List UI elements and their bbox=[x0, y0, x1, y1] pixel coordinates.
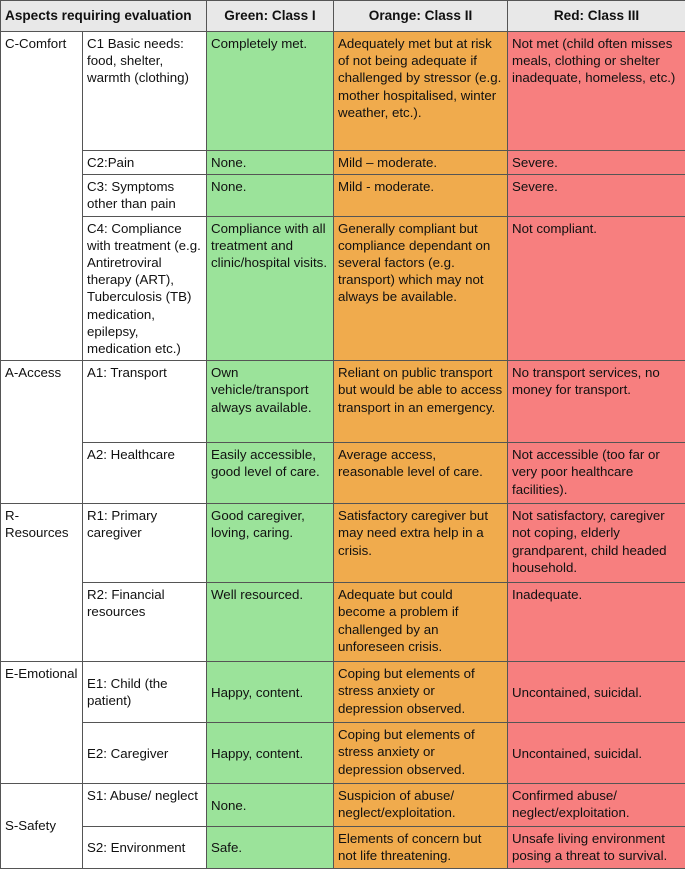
table-row bbox=[1, 827, 685, 868]
orange-cell: Mild – moderate. bbox=[334, 151, 508, 175]
orange-cell: Average access, reasonable level of care. bbox=[334, 443, 508, 504]
orange-cell: Suspicion of abuse/ neglect/exploitation. bbox=[334, 784, 508, 827]
subaspect-s2: S2: Environment bbox=[83, 827, 207, 868]
subaspect-c3: C3: Symptoms other than pain bbox=[83, 175, 207, 216]
red-cell: No transport services, no money for transport. bbox=[508, 361, 685, 443]
red-cell: Confirmed abuse/ neglect/exploitation. bbox=[508, 784, 685, 827]
table-row bbox=[1, 32, 685, 151]
subaspect-e2: E2: Caregiver bbox=[83, 723, 207, 784]
header-green: Green: Class I bbox=[207, 1, 334, 32]
green-cell: Happy, content. bbox=[207, 723, 334, 784]
table-row bbox=[1, 504, 685, 583]
green-cell: None. bbox=[207, 784, 334, 827]
green-cell: Easily accessible, good level of care. bbox=[207, 443, 334, 504]
red-cell: Not satisfactory, caregiver not coping, elderly grandparent, child headed household. bbox=[508, 504, 685, 583]
red-cell: Severe. bbox=[508, 175, 685, 216]
orange-cell: Generally compliant but compliance dependant on several factors (e.g. transport) which may not always be available. bbox=[334, 216, 508, 361]
orange-cell: Adequate but could become a problem if challenged by an unforeseen crisis. bbox=[334, 583, 508, 662]
aspect-access: A-Access bbox=[1, 361, 83, 504]
red-cell: Not accessible (too far or very poor healthcare facilities). bbox=[508, 443, 685, 504]
red-cell: Unsafe living environment posing a threat to survival. bbox=[508, 827, 685, 868]
subaspect-c2: C2:Pain bbox=[83, 151, 207, 175]
subaspect-a2: A2: Healthcare bbox=[83, 443, 207, 504]
green-cell: None. bbox=[207, 151, 334, 175]
orange-cell: Satisfactory caregiver but may need extra help in a crisis. bbox=[334, 504, 508, 583]
green-cell: Own vehicle/transport always available. bbox=[207, 361, 334, 443]
orange-cell: Coping but elements of stress anxiety or depression observed. bbox=[334, 662, 508, 723]
red-cell: Not compliant. bbox=[508, 216, 685, 361]
table-row bbox=[1, 216, 685, 361]
subaspect-a1: A1: Transport bbox=[83, 361, 207, 443]
green-cell: None. bbox=[207, 175, 334, 216]
header-red: Red: Class III bbox=[508, 1, 685, 32]
aspect-emotional: E-Emotional bbox=[1, 662, 83, 784]
green-cell: Completely met. bbox=[207, 32, 334, 151]
table-row bbox=[1, 723, 685, 784]
subaspect-r1: R1: Primary caregiver bbox=[83, 504, 207, 583]
green-cell: Happy, content. bbox=[207, 662, 334, 723]
red-cell: Inadequate. bbox=[508, 583, 685, 662]
red-cell: Uncontained, suicidal. bbox=[508, 662, 685, 723]
table-row bbox=[1, 151, 685, 175]
table-row bbox=[1, 175, 685, 216]
header-aspects: Aspects requiring evaluation bbox=[1, 1, 207, 32]
table-row bbox=[1, 662, 685, 723]
subaspect-s1: S1: Abuse/ neglect bbox=[83, 784, 207, 827]
red-cell: Uncontained, suicidal. bbox=[508, 723, 685, 784]
table-row bbox=[1, 583, 685, 662]
orange-cell: Coping but elements of stress anxiety or depression observed. bbox=[334, 723, 508, 784]
orange-cell: Mild - moderate. bbox=[334, 175, 508, 216]
aspect-comfort: C-Comfort bbox=[1, 32, 83, 361]
subaspect-c4: C4: Compliance with treatment (e.g. Antiretroviral therapy (ART), Tuberculosis (TB) medication, epilepsy, medication etc.) bbox=[83, 216, 207, 361]
green-cell: Good caregiver, loving, caring. bbox=[207, 504, 334, 583]
green-cell: Well resourced. bbox=[207, 583, 334, 662]
table-row bbox=[1, 361, 685, 443]
orange-cell: Reliant on public transport but would be able to access transport in an emergency. bbox=[334, 361, 508, 443]
table-row bbox=[1, 784, 685, 827]
header-orange: Orange: Class II bbox=[334, 1, 508, 32]
subaspect-c1: C1 Basic needs: food, shelter, warmth (clothing) bbox=[83, 32, 207, 151]
subaspect-r2: R2: Financial resources bbox=[83, 583, 207, 662]
table-row bbox=[1, 443, 685, 504]
header-row bbox=[1, 1, 685, 32]
green-cell: Compliance with all treatment and clinic/hospital visits. bbox=[207, 216, 334, 361]
red-cell: Not met (child often misses meals, clothing or shelter inadequate, homeless, etc.) bbox=[508, 32, 685, 151]
orange-cell: Adequately met but at risk of not being adequate if challenged by stressor (e.g. mother hospitalised, winter weather, etc.). bbox=[334, 32, 508, 151]
green-cell: Safe. bbox=[207, 827, 334, 868]
aspect-safety: S-Safety bbox=[1, 784, 83, 868]
subaspect-e1: E1: Child (the patient) bbox=[83, 662, 207, 723]
orange-cell: Elements of concern but not life threatening. bbox=[334, 827, 508, 868]
red-cell: Severe. bbox=[508, 151, 685, 175]
aspect-resources: R-Resources bbox=[1, 504, 83, 662]
